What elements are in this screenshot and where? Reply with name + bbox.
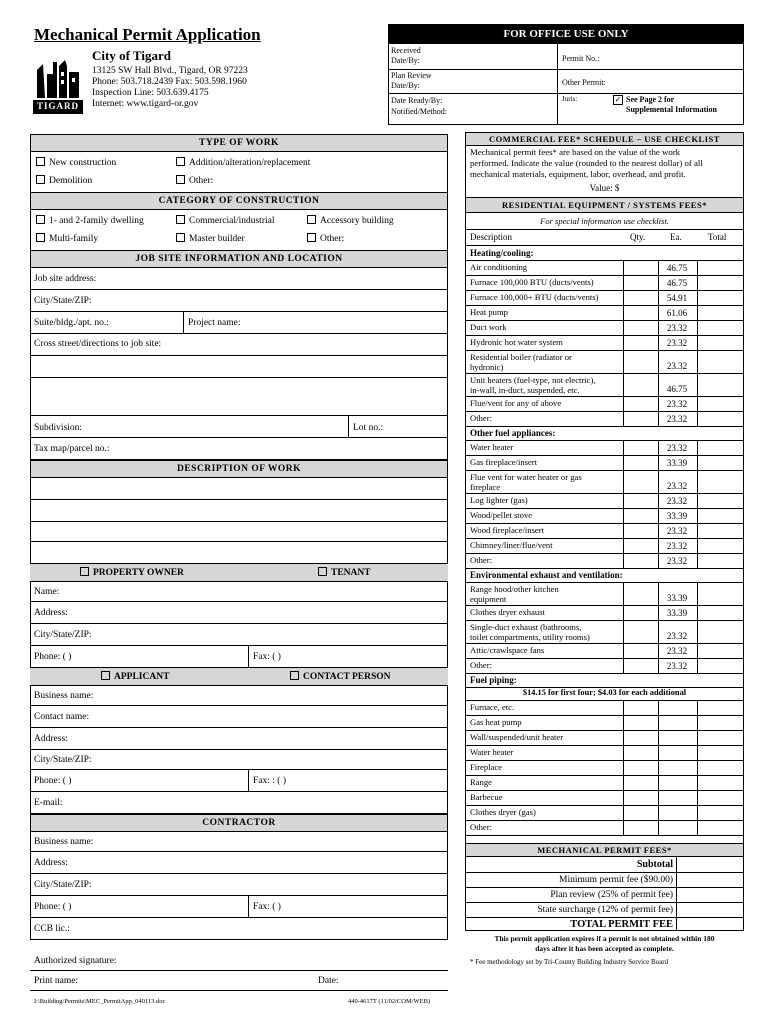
other-category-option[interactable]: Other:: [307, 233, 344, 245]
tenant-checkbox[interactable]: [318, 567, 327, 576]
fuel-piping-row: Barbecue: [470, 792, 503, 802]
fuel-appliance-row: Flue vent for water heater or gas fireplace: [470, 472, 582, 492]
unit-fee: 61.06: [666, 308, 688, 318]
unit-fee: 23.32: [666, 414, 688, 424]
applicant-city-field[interactable]: City/State/ZIP:: [30, 750, 448, 770]
state-surcharge-label: State surcharge (12% of permit fee): [537, 905, 673, 915]
city-address: 13125 SW Hall Blvd., Tigard, OR 97223: [92, 66, 248, 76]
contractor-city-field[interactable]: City/State/ZIP:: [30, 874, 448, 896]
category-header: CATEGORY OF CONSTRUCTION: [30, 192, 448, 210]
col-qty: Qty.: [630, 232, 646, 242]
office-juris: Juris:: [562, 95, 578, 103]
total-input[interactable]: [698, 582, 743, 604]
office-permit-no: Permit No.:: [562, 54, 600, 63]
fuel-appliance-row: Gas fireplace/insert: [470, 457, 538, 467]
other-work-checkbox[interactable]: [176, 175, 185, 184]
heating-row: Residential boiler (radiator or hydronic): [470, 352, 572, 372]
subtotal-label: Subtotal: [636, 859, 673, 870]
ccb-license-field[interactable]: CCB lic.:: [34, 924, 70, 934]
subdivision-field[interactable]: Subdivision:: [30, 416, 348, 438]
other-category-checkbox[interactable]: [307, 233, 316, 242]
commercial-option[interactable]: Commercial/industrial: [176, 215, 274, 227]
unit-fee: 46.75: [666, 384, 688, 394]
exhaust-row: Single-duct exhaust (bathrooms, toilet compartments, utility rooms): [470, 622, 590, 642]
owner-name-field[interactable]: Name:: [30, 582, 448, 602]
applicant-checkbox[interactable]: [101, 671, 110, 680]
footer-form-number: 440-4617T (11/02/COM/WEB): [348, 998, 431, 1005]
col-each: Ea.: [670, 232, 682, 242]
unit-fee: 23.32: [666, 556, 688, 566]
project-name-field[interactable]: Project name:: [183, 312, 448, 334]
unit-fee: 23.32: [666, 361, 688, 371]
fuel-piping-row: Fireplace: [470, 762, 502, 772]
contractor-fax-field[interactable]: Fax: ( ): [248, 896, 448, 918]
unit-fee: 23.32: [666, 541, 688, 551]
tigard-logo: [33, 52, 83, 114]
demolition-checkbox[interactable]: [36, 175, 45, 184]
fuel-piping-row: Water heater: [470, 747, 514, 757]
fuel-appliance-row: Chimney/liner/flue/vent: [470, 540, 553, 550]
fuel-piping-note: $14.15 for first four; $4.03 for each additional: [522, 688, 687, 697]
owner-city-field[interactable]: City/State/ZIP:: [30, 624, 448, 646]
qty-input[interactable]: [624, 538, 657, 552]
date-field[interactable]: Date:: [318, 976, 339, 986]
exhaust-row: Attic/crawlspace fans: [470, 645, 545, 655]
unit-fee: 23.32: [666, 526, 688, 536]
master-builder-option[interactable]: Master builder: [176, 233, 245, 245]
fuel-piping-row: Furnace, etc.: [470, 702, 515, 712]
total-input[interactable]: [698, 658, 743, 672]
supplemental-note: See Page 2 for Supplemental Information: [626, 95, 717, 114]
office-plan-review: Plan Review Date/By:: [391, 71, 432, 90]
unit-fee: 33.39: [666, 458, 688, 468]
contact-person-option[interactable]: CONTACT PERSON: [290, 671, 391, 682]
logo-text: TIGARD: [36, 101, 79, 111]
total-input[interactable]: [698, 455, 743, 469]
qty-input[interactable]: [624, 320, 657, 334]
commercial-fee-header: COMMERCIAL FEE* SCHEDULE – USE CHECKLIST: [465, 132, 744, 146]
cross-street-line-2[interactable]: [30, 356, 448, 378]
qty-input[interactable]: [624, 658, 657, 672]
footer-file-path: I:\Building\Permits\MEC_PermitApp_040113.doc: [34, 998, 166, 1005]
qty-input[interactable]: [624, 290, 657, 304]
state-surcharge-value[interactable]: [677, 903, 743, 917]
heating-row: Duct work: [470, 322, 507, 332]
description-header: DESCRIPTION OF WORK: [30, 460, 448, 478]
heating-row: Furnace 100,000 BTU (ducts/vents): [470, 277, 594, 287]
one-two-family-option[interactable]: 1- and 2-family dwelling: [36, 215, 144, 227]
fuel-piping-row: Wall/suspended/unit heater: [470, 732, 564, 742]
owner-address-field[interactable]: Address:: [30, 602, 448, 624]
total-input[interactable]: [698, 305, 743, 319]
total-input[interactable]: [698, 440, 743, 454]
supplemental-checkbox[interactable]: ✓: [614, 95, 622, 104]
accessory-checkbox[interactable]: [307, 215, 316, 224]
inspection-line: Inspection Line: 503.639.4175: [92, 88, 209, 98]
subtotal-value[interactable]: [677, 857, 743, 872]
accessory-option[interactable]: Accessory building: [307, 215, 394, 227]
qty-input[interactable]: [624, 350, 657, 372]
expiration-note: This permit application expires if a permit is not obtained within 180 days after it has been accepted as complete.: [494, 934, 715, 953]
qty-input[interactable]: [624, 553, 657, 567]
heating-row: Air conditioning: [470, 262, 528, 272]
qty-input[interactable]: [624, 470, 657, 492]
tax-map-field[interactable]: Tax map/parcel no.:: [30, 438, 448, 460]
commercial-value-field[interactable]: Value: $: [589, 183, 620, 193]
residential-fee-header: RESIDENTIAL EQUIPMENT / SYSTEMS FEES*: [465, 197, 744, 213]
fuel-piping-row: Other:: [470, 822, 492, 832]
applicant-business-field[interactable]: Business name:: [30, 686, 448, 706]
total-input[interactable]: [698, 320, 743, 334]
addition-checkbox[interactable]: [176, 157, 185, 166]
applicant-option[interactable]: APPLICANT: [101, 671, 169, 682]
new-construction-checkbox[interactable]: [36, 157, 45, 166]
job-site-header: JOB SITE INFORMATION AND LOCATION: [30, 250, 448, 268]
page-title: Mechanical Permit Application: [34, 25, 261, 44]
qty-input[interactable]: [624, 643, 657, 657]
qty-input[interactable]: [624, 275, 657, 289]
unit-fee: 54.91: [666, 293, 688, 303]
city-website: Internet: www.tigard-or.gov: [92, 99, 199, 109]
applicant-contact-field[interactable]: Contact name:: [30, 706, 448, 728]
office-received: Received Date/By:: [391, 46, 421, 65]
special-info-note: For special information use checklist.: [540, 216, 669, 226]
contractor-address-field[interactable]: Address:: [30, 852, 448, 874]
qty-input[interactable]: [624, 605, 657, 619]
exhaust-row: Clothes dryer exhaust: [470, 607, 545, 617]
minimum-fee-value[interactable]: [677, 873, 743, 887]
minimum-fee-label: Minimum permit fee ($90.00): [559, 875, 673, 885]
total-fee-value[interactable]: [677, 918, 743, 931]
fuel-piping-section: Fuel piping:: [470, 675, 517, 685]
qty-input[interactable]: [624, 620, 657, 642]
fuel-appliance-row: Log lighter (gas): [470, 495, 528, 505]
total-input[interactable]: [698, 335, 743, 349]
total-input[interactable]: [698, 493, 743, 507]
office-other-permit: Other Permit:: [562, 78, 606, 87]
total-input[interactable]: [698, 523, 743, 537]
heating-row: Other:: [470, 413, 492, 423]
heating-row: Heat pump: [470, 307, 508, 317]
contact-person-checkbox[interactable]: [290, 671, 299, 680]
col-total: Total: [708, 232, 727, 242]
job-site-address-field[interactable]: Job site address:: [30, 268, 448, 290]
mechanical-fees-header: MECHANICAL PERMIT FEES*: [465, 843, 744, 857]
total-fee-label: TOTAL PERMIT FEE: [570, 919, 673, 930]
city-phone: Phone: 503.718.2439 Fax: 503.598.1960: [92, 77, 247, 87]
fuel-piping-row: Range: [470, 777, 492, 787]
lot-no-field[interactable]: Lot no.:: [348, 416, 448, 438]
qty-input[interactable]: [624, 411, 657, 425]
total-input[interactable]: [698, 605, 743, 619]
cross-street-field[interactable]: Cross street/directions to job site:: [30, 334, 448, 356]
fee-methodology-note: * Fee methodology set by Tri-County Building Industry Service Board: [470, 958, 669, 966]
exhaust-row: Range hood/other kitchen equipment: [470, 584, 559, 604]
cross-street-line-3[interactable]: [30, 378, 448, 416]
heating-row: Furnace 100,000+ BTU (ducts/vents): [470, 292, 599, 302]
unit-fee: 33.39: [666, 608, 688, 618]
job-site-city-field[interactable]: City/State/ZIP:: [30, 290, 448, 312]
total-input[interactable]: [698, 620, 743, 642]
office-use-title: FOR OFFICE USE ONLY: [388, 24, 744, 44]
unit-fee: 23.32: [666, 646, 688, 656]
new-construction-option[interactable]: New construction: [36, 157, 116, 169]
commercial-checkbox[interactable]: [176, 215, 185, 224]
authorized-signature-field[interactable]: Authorized signature:: [34, 956, 117, 966]
description-line-2[interactable]: [30, 500, 448, 522]
unit-fee: 23.32: [666, 338, 688, 348]
unit-fee: 33.39: [666, 593, 688, 603]
applicant-address-field[interactable]: Address:: [30, 728, 448, 750]
total-input[interactable]: [698, 470, 743, 492]
property-owner-option[interactable]: PROPERTY OWNER: [80, 567, 184, 578]
description-line-4[interactable]: [30, 542, 448, 564]
master-builder-checkbox[interactable]: [176, 233, 185, 242]
applicant-phone-field[interactable]: Phone: ( ): [30, 770, 248, 792]
total-input[interactable]: [698, 508, 743, 522]
addition-option[interactable]: Addition/alteration/replacement: [176, 157, 310, 169]
fuel-appliance-row: Water heater: [470, 442, 514, 452]
owner-phone-field[interactable]: Phone: ( ): [30, 646, 248, 668]
heating-row: Unit heaters (fuel-type, not electric), in-wall, in-duct, suspended, etc.: [470, 375, 596, 395]
total-input[interactable]: [698, 275, 743, 289]
qty-input[interactable]: [624, 493, 657, 507]
total-input[interactable]: [698, 373, 743, 395]
qty-input[interactable]: [624, 396, 657, 410]
total-input[interactable]: [698, 643, 743, 657]
heating-row: Hydronic hot water system: [470, 337, 563, 347]
applicant-fax-field[interactable]: Fax: : ( ): [248, 770, 448, 792]
unit-fee: 46.75: [666, 263, 688, 273]
unit-fee: 23.32: [666, 496, 688, 506]
contractor-header: CONTRACTOR: [30, 814, 448, 832]
property-owner-checkbox[interactable]: [80, 567, 89, 576]
unit-fee: 23.32: [666, 661, 688, 671]
unit-fee: 33.39: [666, 511, 688, 521]
plan-review-value[interactable]: [677, 888, 743, 902]
qty-input[interactable]: [624, 305, 657, 319]
city-name: City of Tigard: [92, 48, 171, 63]
fuel-appliance-row: Other:: [470, 555, 492, 565]
contractor-business-field[interactable]: Business name:: [30, 832, 448, 852]
contractor-phone-field[interactable]: Phone: ( ): [30, 896, 248, 918]
description-line-1[interactable]: [30, 478, 448, 500]
one-two-family-checkbox[interactable]: [36, 215, 45, 224]
total-input[interactable]: [698, 290, 743, 304]
type-of-work-header: TYPE OF WORK: [30, 134, 448, 152]
unit-fee: 23.32: [666, 631, 688, 641]
commercial-fee-note: Mechanical permit fees* are based on the value of the work performed. Indicate the value (rounded to the nearest dollar) of all mechanical materials, equipment, labor, overhead, and profit.: [470, 147, 703, 179]
owner-fax-field[interactable]: Fax: ( ): [248, 646, 448, 668]
total-input[interactable]: [698, 350, 743, 372]
qty-input[interactable]: [624, 335, 657, 349]
total-input[interactable]: [698, 538, 743, 552]
fuel-appliance-row: Wood/pellet stove: [470, 510, 533, 520]
qty-input[interactable]: [624, 582, 657, 604]
qty-input[interactable]: [624, 373, 657, 395]
environmental-exhaust-section: Environmental exhaust and ventilation:: [470, 570, 623, 580]
print-name-field[interactable]: Print name:: [34, 976, 79, 986]
unit-fee: 23.32: [666, 481, 688, 491]
exhaust-row: Other:: [470, 660, 492, 670]
qty-input[interactable]: [624, 455, 657, 469]
heating-cooling-section: Heating/cooling:: [470, 248, 534, 258]
other-work-option[interactable]: Other:: [176, 175, 213, 187]
total-input[interactable]: [698, 396, 743, 410]
office-date-ready: Date Ready/By: Notified/Method:: [391, 96, 447, 116]
unit-fee: 23.32: [666, 399, 688, 409]
qty-input[interactable]: [624, 523, 657, 537]
unit-fee: 23.32: [666, 443, 688, 453]
unit-fee: 23.32: [666, 323, 688, 333]
qty-input[interactable]: [624, 260, 657, 274]
unit-fee: 46.75: [666, 278, 688, 288]
fuel-appliance-row: Wood fireplace/insert: [470, 525, 544, 535]
total-input[interactable]: [698, 553, 743, 567]
col-description: Description: [470, 232, 512, 242]
other-fuel-section: Other fuel appliances:: [470, 428, 556, 438]
demolition-option[interactable]: Demolition: [36, 175, 92, 187]
total-input[interactable]: [698, 260, 743, 274]
multi-family-checkbox[interactable]: [36, 233, 45, 242]
plan-review-label: Plan review (25% of permit fee): [550, 890, 673, 900]
tenant-option[interactable]: TENANT: [318, 567, 371, 578]
suite-field[interactable]: Suite/bldg./apt. no.:: [30, 312, 183, 334]
applicant-email-field[interactable]: E-mail:: [30, 792, 448, 814]
fuel-piping-row: Clothes dryer (gas): [470, 807, 536, 817]
description-line-3[interactable]: [30, 522, 448, 542]
fuel-piping-row: Gas heat pump: [470, 717, 522, 727]
multi-family-option[interactable]: Multi-family: [36, 233, 98, 245]
total-input[interactable]: [698, 411, 743, 425]
qty-input[interactable]: [624, 440, 657, 454]
heating-row: Flue/vent for any of above: [470, 398, 562, 408]
qty-input[interactable]: [624, 508, 657, 522]
